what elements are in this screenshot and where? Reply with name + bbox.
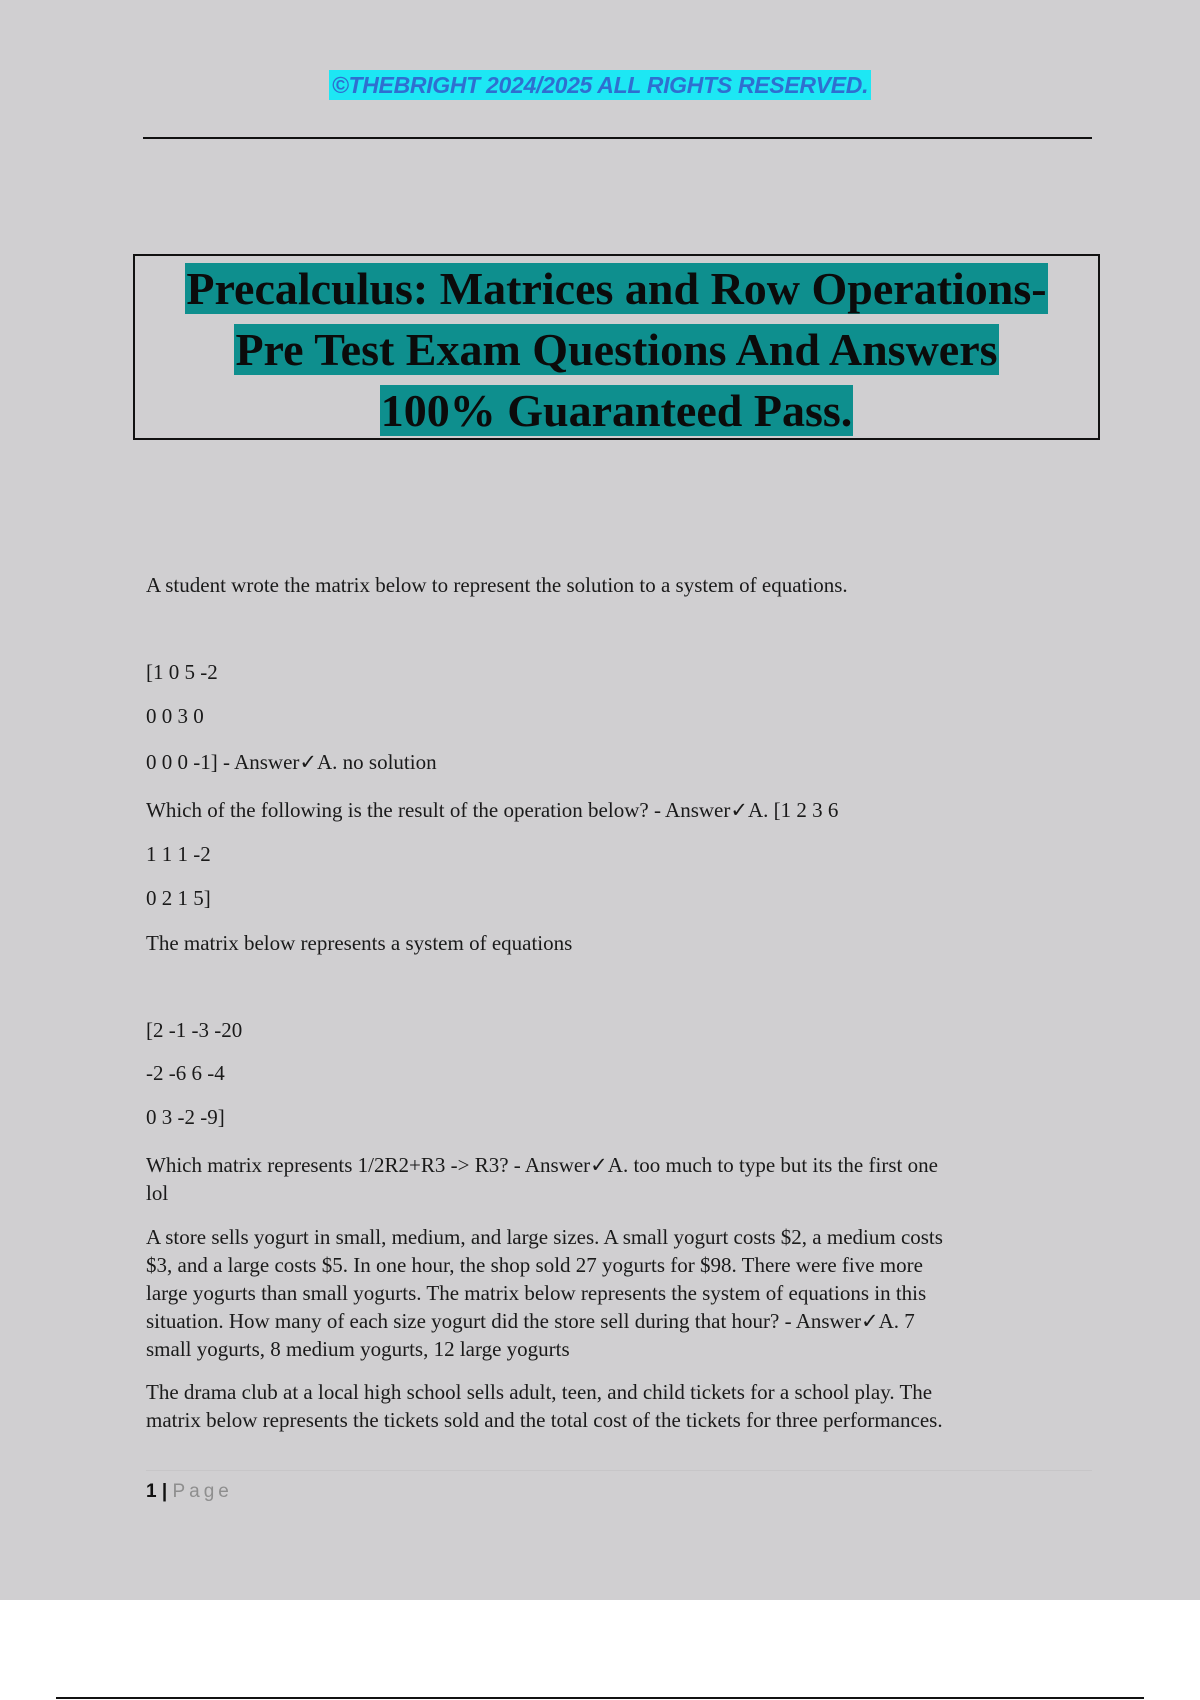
q4-line-2: $3, and a large costs $5. In one hour, the shop sold 27 yogurts for $98. There were five more [146,1253,923,1277]
page-label: Page [172,1481,233,1502]
q3-matrix-row-3: 0 3 -2 -9] [146,1105,225,1129]
page-footer [146,1470,1092,1503]
next-page-divider [56,1697,1144,1699]
q1-matrix-row-1: [1 0 5 -2 [146,660,218,684]
q2-question-answer: Which of the following is the result of the operation below? - Answer✓A. [1 2 3 6 [146,798,839,822]
q1-intro: A student wrote the matrix below to represent the solution to a system of equations. [146,573,848,597]
page-separator: | [156,1481,173,1502]
header-divider [143,137,1092,139]
q1-matrix-row-2: 0 0 3 0 [146,704,204,728]
page-number: 1 [146,1481,157,1502]
q2-row-2: 1 1 1 -2 [146,842,211,866]
q5-line-1: The drama club at a local high school sells adult, teen, and child tickets for a school play. The [146,1380,933,1404]
q3-matrix-row-1: [2 -1 -3 -20 [146,1018,243,1042]
copyright-header [0,72,1200,99]
title-line-1: Precalculus: Matrices and Row Operations- [186,263,1047,314]
q2-row-3: 0 2 1 5] [146,886,211,910]
title-line-3: 100% Guaranteed Pass. [380,385,853,436]
q1-matrix-row-3-answer: 0 0 0 -1] - Answer✓A. no solution [146,750,437,774]
q5-line-2: matrix below represents the tickets sold and the total cost of the tickets for three performances. [146,1408,943,1432]
title-line-2: Pre Test Exam Questions And Answers [235,324,998,375]
q4-line-5: small yogurts, 8 medium yogurts, 12 large yogurts [146,1337,570,1361]
title-box [133,254,1100,440]
q3-question-answer-line-1: Which matrix represents 1/2R2+R3 -> R3? - Answer✓A. too much to type but its the first one [146,1153,938,1177]
q4-line-4: situation. How many of each size yogurt did the store sell during that hour? - Answer✓A. 7 [146,1309,915,1333]
q3-intro: The matrix below represents a system of equations [146,931,573,955]
copyright-text: ©THEBRIGHT 2024/2025 ALL RIGHTS RESERVED. [329,70,871,100]
document-body [146,571,1076,1434]
q4-line-3: large yogurts than small yogurts. The matrix below represents the system of equations in this [146,1281,927,1305]
q3-question-answer-line-2: lol [146,1181,169,1205]
q4-line-1: A store sells yogurt in small, medium, and large sizes. A small yogurt costs $2, a medium costs [146,1225,943,1249]
q3-matrix-row-2: -2 -6 6 -4 [146,1061,225,1085]
